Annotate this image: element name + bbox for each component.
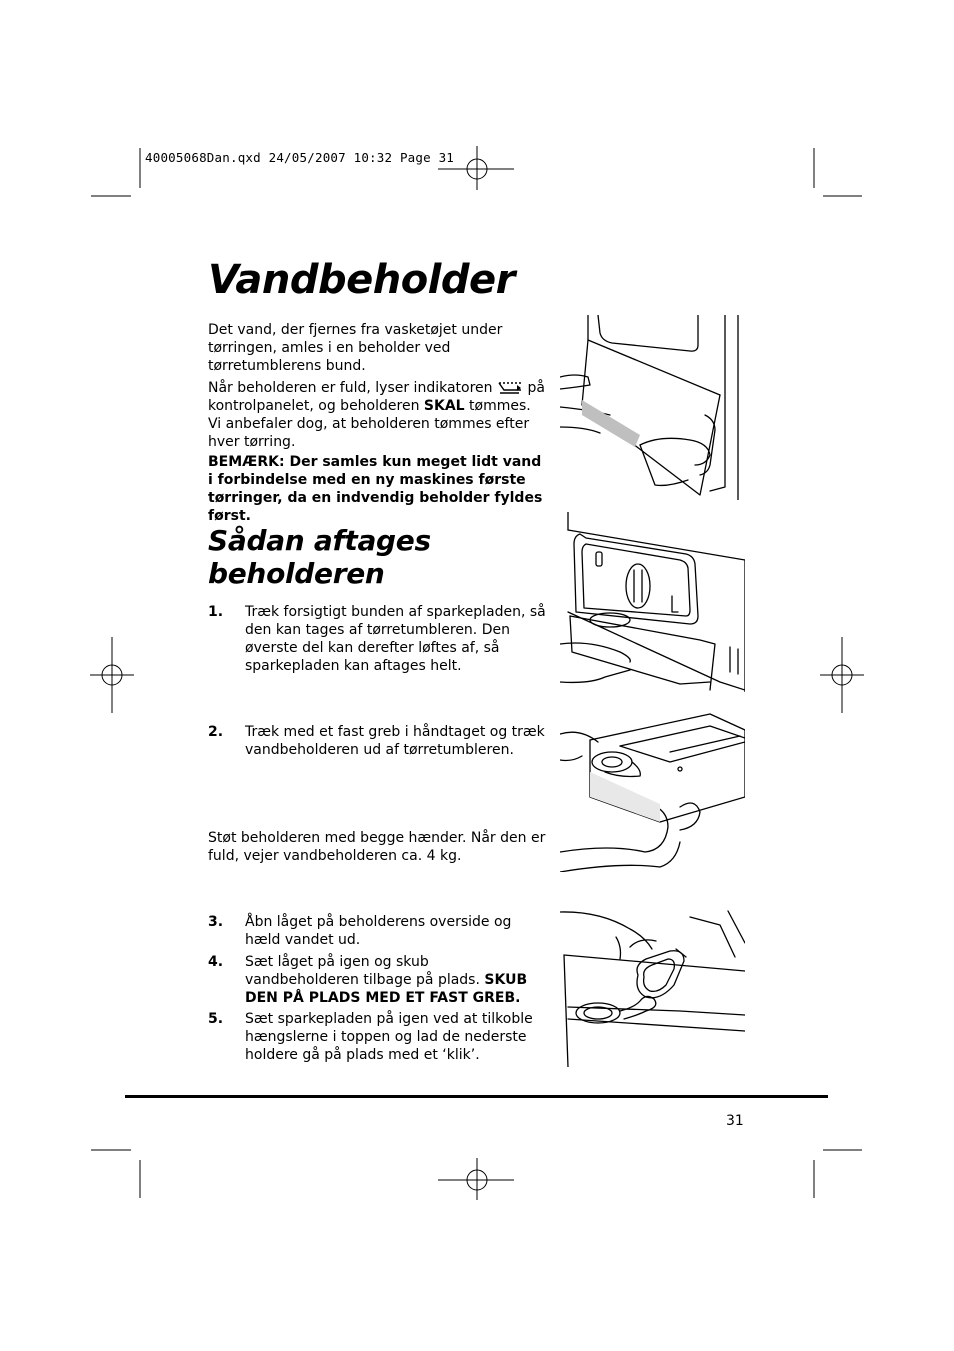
section-title: Sådan aftages beholderen bbox=[208, 524, 431, 590]
step-2: 2. Træk med et fast greb i håndtaget og træk vandbeholderen ud af tørretumbleren. bbox=[208, 724, 545, 758]
step-3: 3. Åbn låget på beholderens overside og hæld vandet ud. bbox=[208, 914, 512, 948]
indicator-paragraph: Når beholderen er fuld, lyser indikatoren på kontrolpanelet, og beholderen SKAL tømmes. Vi anbefaler dog, at beholderen tømmes efter hver tørring. bbox=[208, 380, 545, 450]
footer-rule bbox=[125, 1095, 828, 1098]
support-note: Støt beholderen med begge hænder. Når den er fuld, vejer vandbeholderen ca. 4 kg. bbox=[208, 830, 546, 864]
note-paragraph: BEMÆRK: Der samles kun meget lidt vand i forbindelse med en ny maskines første tørringer, da en indvendig beholder fyldes først. bbox=[208, 454, 543, 524]
page-title: Vandbeholder bbox=[208, 257, 515, 303]
page-number: 31 bbox=[726, 1113, 744, 1129]
step-1: 1. Træk forsigtigt bunden af sparkepladen, så den kan tages af tørretumbleren. Den øverste del kan derefter løftes af, så sparkepladen kan aftages helt. bbox=[208, 604, 546, 674]
tank-emptying-illustration bbox=[560, 907, 745, 1067]
tank-carry-illustration bbox=[560, 712, 745, 872]
tank-location-illustration bbox=[560, 512, 745, 692]
step-5: 5. Sæt sparkepladen på igen ved at tilkoble hængslerne i toppen og lad de nederste holdere gå på plads med et ‘klik’. bbox=[208, 1011, 533, 1063]
registration-mark-right bbox=[820, 637, 864, 713]
printer-slug: 40005068Dan.qxd 24/05/2007 10:32 Page 31 bbox=[145, 150, 455, 165]
registration-mark-bottom bbox=[438, 1158, 514, 1200]
registration-mark-left bbox=[90, 637, 134, 713]
intro-paragraph: Det vand, der fjernes fra vasketøjet under tørringen, amles i en beholder ved tørretumblerens bund. bbox=[208, 322, 503, 374]
container-full-indicator-icon bbox=[497, 379, 523, 395]
kickplate-removal-illustration bbox=[560, 315, 745, 500]
step-4: 4. Sæt låget på igen og skub vandbeholderen tilbage på plads. SKUB DEN PÅ PLADS MED ET FAST GREB. bbox=[208, 954, 528, 1006]
registration-mark-top bbox=[438, 146, 514, 190]
